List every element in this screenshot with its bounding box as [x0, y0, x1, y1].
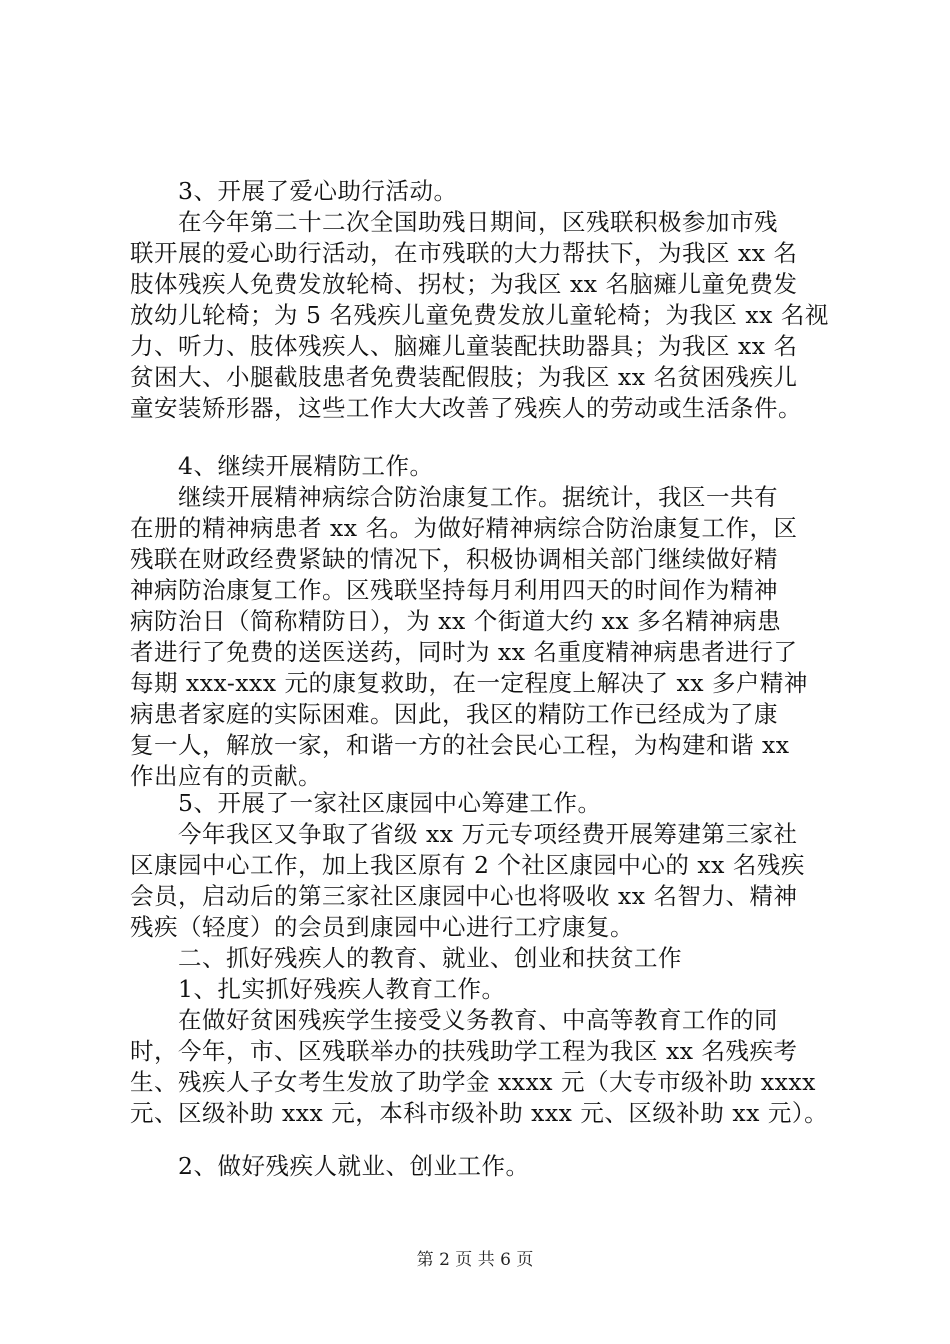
section-heading: 二、抓好残疾人的教育、就业、创业和扶贫工作	[130, 944, 682, 972]
text-line: 者进行了免费的送医送药，同时为 xx 名重度精神病患者进行了	[130, 638, 798, 666]
paragraph-heading: 5、开展了一家社区康园中心筹建工作。	[130, 789, 602, 817]
text-line: 童安装矫形器，这些工作大大改善了残疾人的劳动或生活条件。	[130, 394, 802, 422]
text-line: 元、区级补助 xxx 元，本科市级补助 xxx 元、区级补助 xx 元）。	[130, 1099, 829, 1127]
text-line: 今年我区又争取了省级 xx 万元专项经费开展筹建第三家社	[130, 820, 798, 848]
text-line: 残联在财政经费紧缺的情况下，积极协调相关部门继续做好精	[130, 545, 778, 573]
text-line: 作出应有的贡献。	[130, 762, 322, 790]
text-line: 会员，启动后的第三家社区康园中心也将吸收 xx 名智力、精神	[130, 882, 798, 910]
text-line: 在今年第二十二次全国助残日期间，区残联积极参加市残	[130, 208, 778, 236]
text-line: 在做好贫困残疾学生接受义务教育、中高等教育工作的同	[130, 1006, 778, 1034]
text-line: 生、残疾人子女考生发放了助学金 xxxx 元（大专市级补助 xxxx	[130, 1068, 816, 1096]
text-line: 在册的精神病患者 xx 名。为做好精神病综合防治康复工作，区	[130, 514, 798, 542]
text-line: 放幼儿轮椅；为 5 名残疾儿童免费发放儿童轮椅；为我区 xx 名视	[130, 301, 829, 329]
page-number-footer: 第 2 页 共 6 页	[416, 1250, 534, 1270]
text-line: 贫困大、小腿截肢患者免费装配假肢；为我区 xx 名贫困残疾儿	[130, 363, 798, 391]
text-line: 病防治日（简称精防日），为 xx 个街道大约 xx 多名精神病患	[130, 607, 782, 635]
paragraph-heading: 3、开展了爱心助行活动。	[130, 177, 458, 205]
text-line: 区康园中心工作，加上我区原有 2 个社区康园中心的 xx 名残疾	[130, 851, 805, 879]
text-line: 力、听力、肢体残疾人、脑瘫儿童装配扶助器具；为我区 xx 名	[130, 332, 798, 360]
paragraph-heading: 4、继续开展精防工作。	[130, 452, 434, 480]
text-line: 联开展的爱心助行活动，在市残联的大力帮扶下，为我区 xx 名	[130, 239, 798, 267]
text-line: 神病防治康复工作。区残联坚持每月利用四天的时间作为精神	[130, 576, 778, 604]
text-line: 继续开展精神病综合防治康复工作。据统计，我区一共有	[130, 483, 778, 511]
text-line: 肢体残疾人免费发放轮椅、拐杖；为我区 xx 名脑瘫儿童免费发	[130, 270, 798, 298]
paragraph-heading: 2、做好残疾人就业、创业工作。	[130, 1152, 530, 1180]
text-line: 时，今年，市、区残联举办的扶残助学工程为我区 xx 名残疾考	[130, 1037, 798, 1065]
text-line: 病患者家庭的实际困难。因此，我区的精防工作已经成为了康	[130, 700, 778, 728]
text-line: 残疾（轻度）的会员到康园中心进行工疗康复。	[130, 913, 634, 941]
text-line: 复一人，解放一家，和谐一方的社会民心工程，为构建和谐 xx	[130, 731, 790, 759]
paragraph-heading: 1、扎实抓好残疾人教育工作。	[130, 975, 506, 1003]
text-line: 每期 xxx-xxx 元的康复救助，在一定程度上解决了 xx 多户精神	[130, 669, 808, 697]
